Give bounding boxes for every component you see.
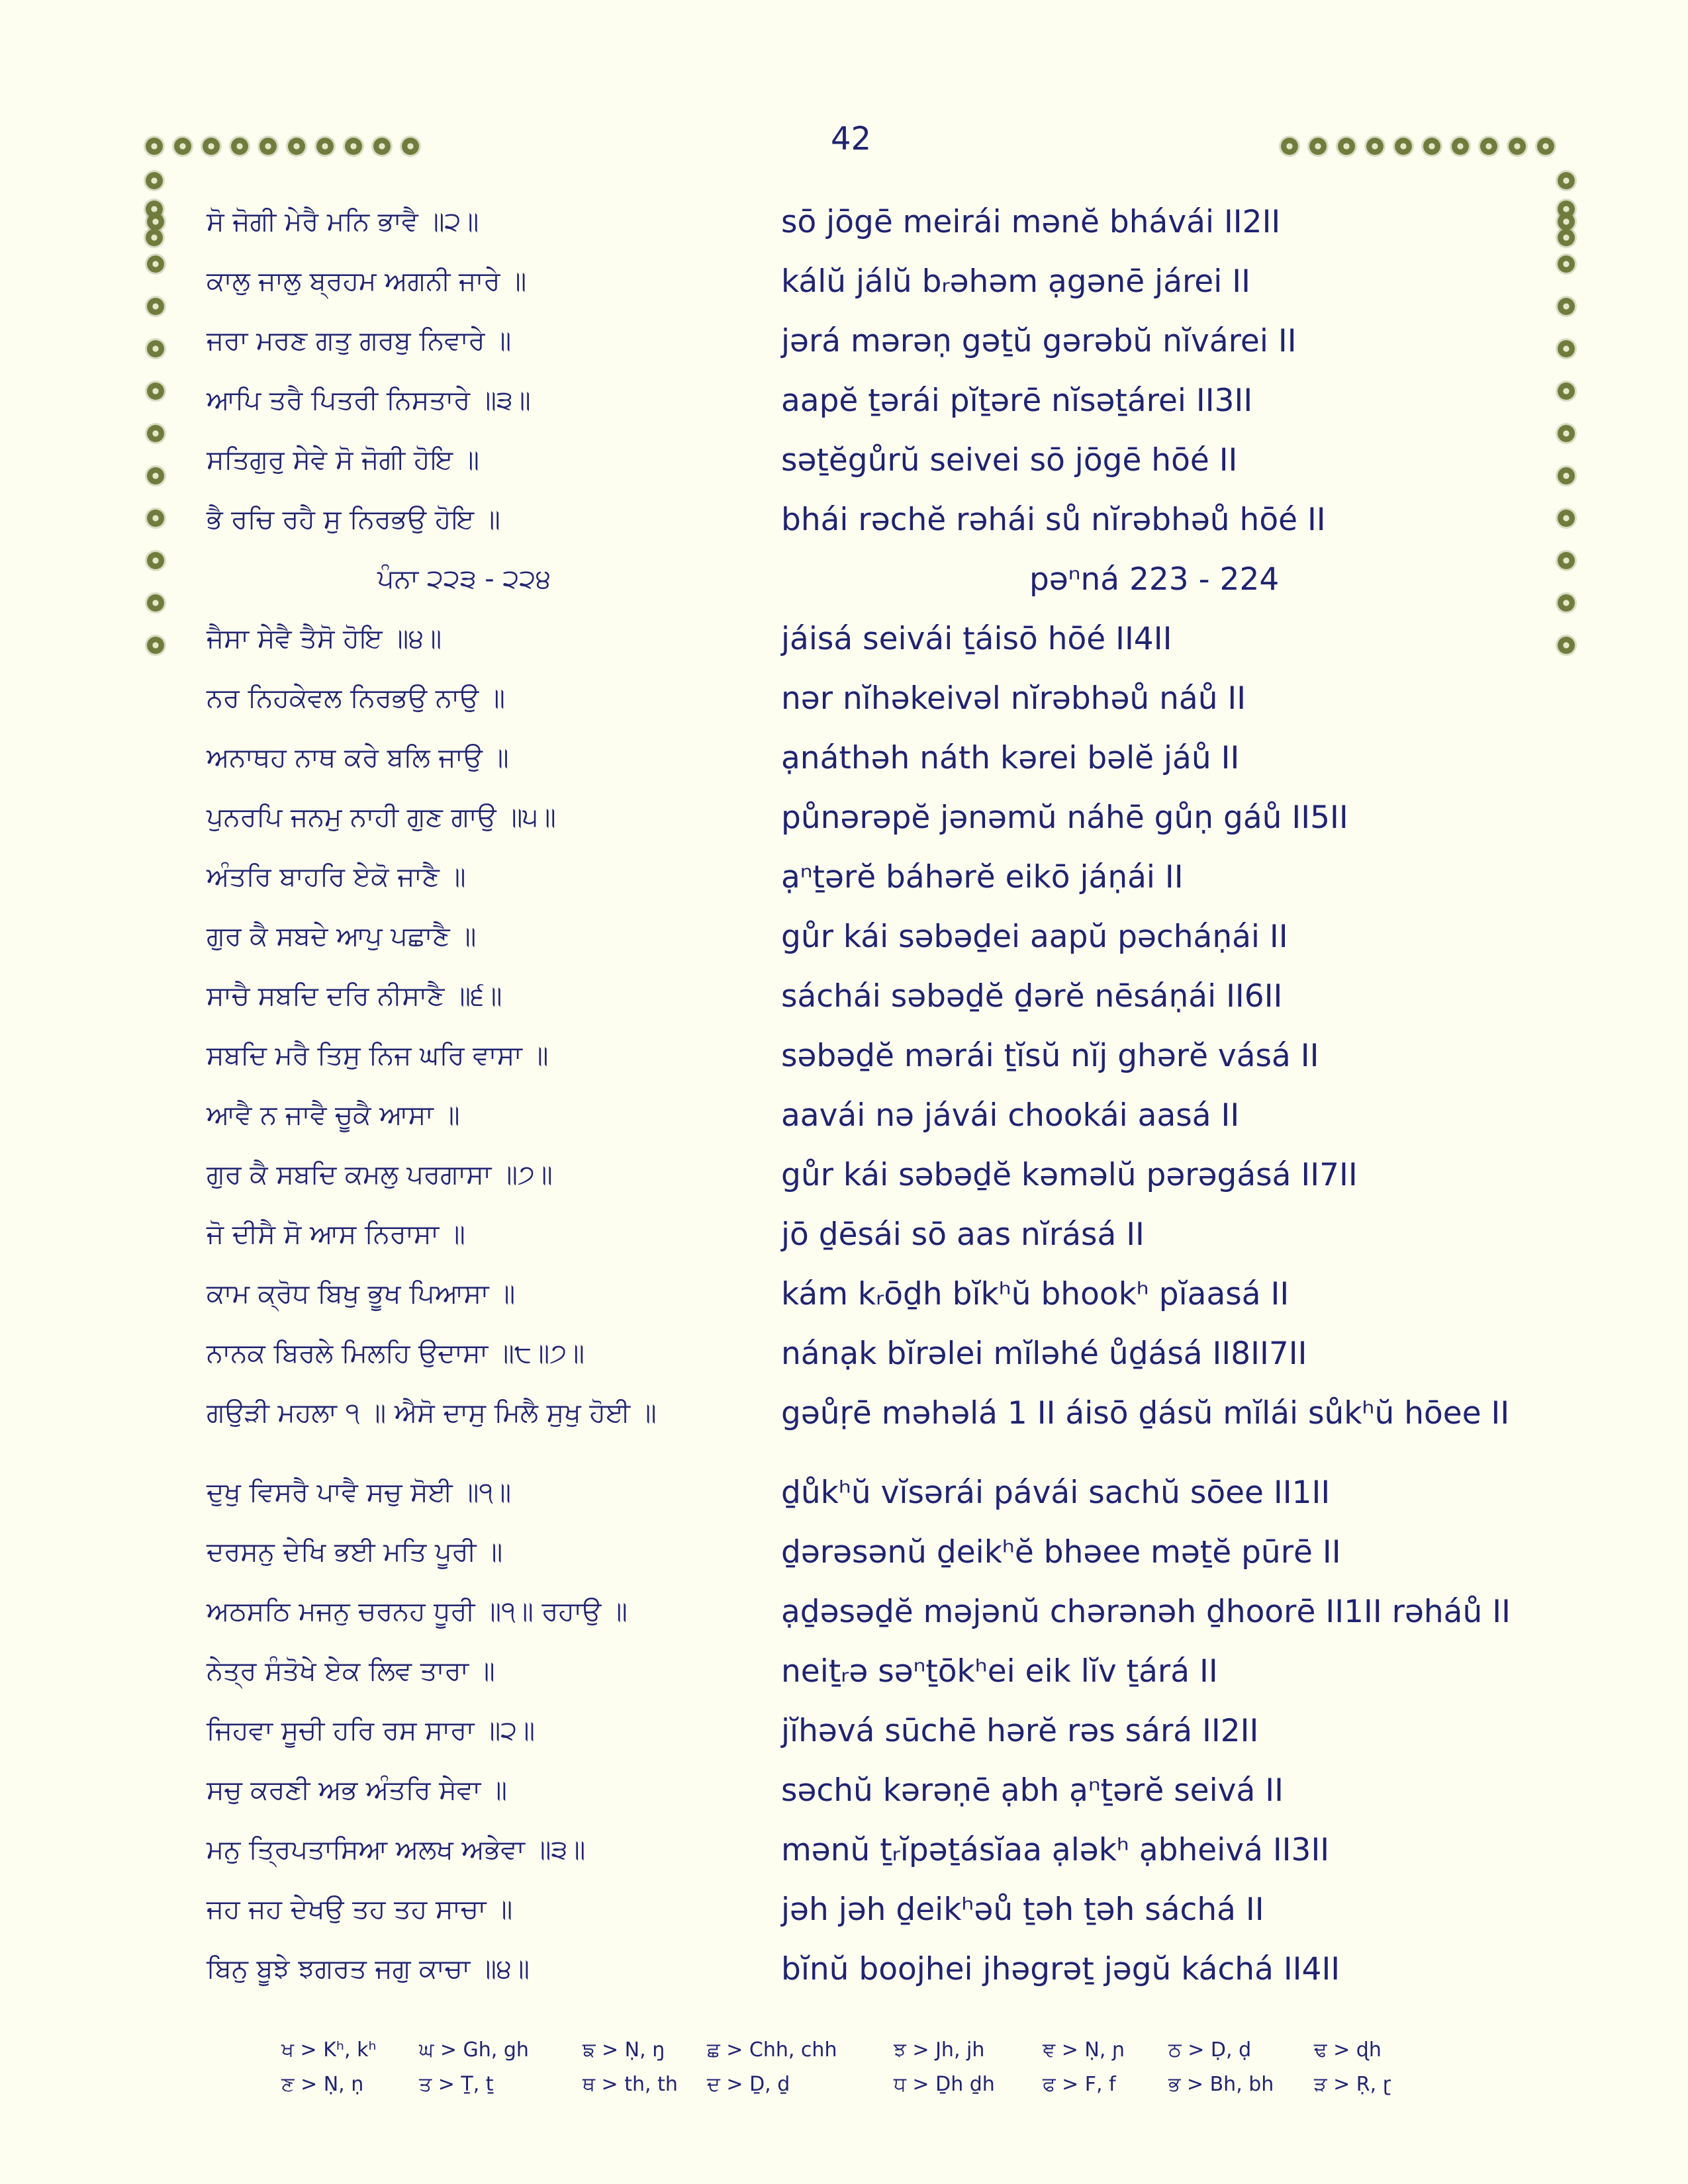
gurmukhi-line: ਨਰ ਨਿਹਕੇਵਲ ਨਿਰਭਉ ਨਾਉ ॥ bbox=[207, 683, 505, 713]
transliteration-line: səbəḏĕ mərái ṯĭsŭ nĭj ghərĕ vásá II bbox=[781, 1038, 1319, 1074]
footer-key-item: ਤ > Ṯ, ṯ bbox=[419, 2073, 494, 2096]
flower-ornament-icon bbox=[147, 425, 164, 442]
transliteration-line: pəⁿná 223 - 224 bbox=[1029, 561, 1280, 598]
flower-ornament-icon bbox=[147, 255, 164, 273]
transliteration-line: ḏərəsənŭ ḏeikʰĕ bhəee məṯĕ pūrē II bbox=[781, 1534, 1341, 1570]
footer-key-item: ਧ > Ḏh ḏh bbox=[894, 2073, 995, 2096]
transliteration-line: səṯĕgůrŭ seivei sō jōgē hōé II bbox=[781, 442, 1238, 478]
gurmukhi-line: ਦਰਸਨੁ ਦੇਖਿ ਭਈ ਮਤਿ ਪੂਰੀ ॥ bbox=[207, 1537, 503, 1567]
footer-key-item: ਙ > Ṇ, ŋ bbox=[583, 2038, 665, 2062]
transliteration-line: jáisá seivái ṯáisō hōé II4II bbox=[781, 621, 1172, 657]
gurmukhi-line: ਆਪਿ ਤਰੈ ਪਿਤਰੀ ਨਿਸਤਾਰੇ ॥੩॥ bbox=[207, 385, 531, 416]
gurmukhi-line: ਗੁਰ ਕੈ ਸਬਦੇ ਆਪੁ ਪਛਾਣੈ ॥ bbox=[207, 921, 477, 952]
flower-ornament-icon bbox=[1480, 138, 1497, 155]
transliteration-line: ạḏəsəḏĕ məjənŭ chərənəh ḏhoorē II1II rəháů II bbox=[781, 1594, 1511, 1630]
gurmukhi-line: ਜਰਾ ਮਰਣ ਗਤੁ ਗਰਬੁ ਨਿਵਾਰੇ ॥ bbox=[207, 326, 512, 356]
footer-key-item: ਞ > Ṇ, ɲ bbox=[1043, 2038, 1125, 2062]
gurmukhi-line: ਕਾਲੁ ਜਾਲੁ ਬ੍ਰਹਮ ਅਗਨੀ ਜਾਰੇ ॥ bbox=[207, 266, 527, 296]
flower-ornament-icon bbox=[147, 552, 164, 569]
gurmukhi-line: ਅੰਤਰਿ ਬਾਹਰਿ ਏਕੋ ਜਾਣੈ ॥ bbox=[207, 862, 466, 892]
gurmukhi-line: ਮਨੁ ਤ੍ਰਿਪਤਾਸਿਆ ਅਲਖ ਅਭੇਵਾ ॥੩॥ bbox=[207, 1835, 586, 1865]
gurmukhi-line: ਸਬਦਿ ਮਰੈ ਤਿਸੁ ਨਿਜ ਘਰਿ ਵਾਸਾ ॥ bbox=[207, 1040, 549, 1071]
flower-ornament-icon bbox=[1423, 138, 1440, 155]
flower-ornament-icon bbox=[1558, 383, 1575, 400]
flower-ornament-icon bbox=[1558, 298, 1575, 315]
footer-key-item: ਠ > Ḍ, ḍ bbox=[1168, 2038, 1252, 2062]
flower-ornament-icon bbox=[1395, 138, 1412, 155]
transliteration-line: půnərəpĕ jənəmŭ náhē gůṇ gáů II5II bbox=[781, 799, 1348, 836]
gurmukhi-line: ਅਨਾਥਹ ਨਾਥ ਕਰੇ ਬਲਿ ਜਾਉ ॥ bbox=[207, 743, 509, 773]
footer-key-item: ਝ > Jh, jh bbox=[894, 2038, 985, 2062]
flower-ornament-icon bbox=[1366, 138, 1383, 155]
gurmukhi-line: ਨਾਨਕ ਬਿਰਲੇ ਮਿਲਹਿ ਉਦਾਸਾ ॥੮॥੭॥ bbox=[207, 1338, 585, 1369]
gurmukhi-line: ਅਠਸਠਿ ਮਜਨੁ ਚਰਨਹ ਧੂਰੀ ॥੧॥ ਰਹਾਉ ॥ bbox=[207, 1596, 628, 1627]
gurmukhi-line: ਨੇਤ੍ਰ ਸੰਤੋਖੇ ਏਕ ਲਿਵ ਤਾਰਾ ॥ bbox=[207, 1656, 495, 1686]
transliteration-line: bhái rəchĕ rəhái sů nĭrəbhəů hōé II bbox=[781, 502, 1326, 538]
gurmukhi-line: ਜਹ ਜਹ ਦੇਖਉ ਤਹ ਤਹ ਸਾਚਾ ॥ bbox=[207, 1894, 513, 1925]
flower-ornament-icon bbox=[146, 172, 163, 189]
transliteration-line: gůr kái səbəḏei aapŭ pəcháṇái II bbox=[781, 919, 1288, 955]
flower-ornament-icon bbox=[147, 467, 164, 484]
flower-ornament-icon bbox=[147, 510, 164, 527]
flower-ornament-icon bbox=[203, 138, 220, 155]
transliteration-line: jəh jəh ḏeikʰəů ṯəh ṯəh sáchá II bbox=[781, 1891, 1264, 1928]
gurmukhi-line: ਜਿਹਵਾ ਸੂਚੀ ਹਰਿ ਰਸ ਸਾਰਾ ॥੨॥ bbox=[207, 1715, 536, 1746]
footer-key-item: ਢ > ɖh bbox=[1314, 2038, 1382, 2062]
flower-ornament-icon bbox=[1338, 138, 1355, 155]
gurmukhi-line: ਭੈ ਰਚਿ ਰਹੈ ਸੁ ਨਿਰਭਉ ਹੋਇ ॥ bbox=[207, 504, 500, 535]
flower-ornament-icon bbox=[147, 637, 164, 654]
flower-ornament-icon bbox=[1452, 138, 1469, 155]
transliteration-line: aavái nə jávái chookái aasá II bbox=[781, 1097, 1240, 1134]
transliteration-line: sō jōgē meirái mənĕ bhávái II2II bbox=[781, 204, 1281, 240]
flower-ornament-icon bbox=[1309, 138, 1327, 155]
transliteration-line: səchŭ kərəṇē ạbh ạⁿṯərĕ seivá II bbox=[781, 1772, 1284, 1809]
flower-ornament-icon bbox=[259, 138, 277, 155]
flower-ornament-icon bbox=[147, 594, 164, 612]
footer-key-item: ਣ > Ṇ, ṇ bbox=[281, 2073, 364, 2096]
flower-ornament-icon bbox=[174, 138, 191, 155]
footer-key-item: ਦ > Ḏ, ḏ bbox=[707, 2073, 790, 2096]
flower-ornament-icon bbox=[147, 383, 164, 400]
flower-ornament-icon bbox=[402, 138, 419, 155]
gurmukhi-line: ਦੁਖੁ ਵਿਸਰੈ ਪਾਵੈ ਸਚੁ ਸੋਈ ॥੧॥ bbox=[207, 1477, 512, 1508]
transliteration-line: ḏůkʰŭ vĭsərái pávái sachŭ sōee II1II bbox=[781, 1475, 1331, 1511]
flower-ornament-icon bbox=[1558, 594, 1575, 612]
gurmukhi-line: ਆਵੈ ਨ ਜਾਵੈ ਚੂਕੈ ਆਸਾ ॥ bbox=[207, 1100, 460, 1130]
transliteration-line: mənŭ ṯᵣĭpəṯásĭaa ạləkʰ ạbheivá II3II bbox=[781, 1832, 1330, 1868]
flower-ornament-icon bbox=[345, 138, 362, 155]
transliteration-line: bĭnŭ boojhei jhəgrəṯ jəgŭ káchá II4II bbox=[781, 1951, 1340, 1987]
gurmukhi-line: ਜੋ ਦੀਸੈ ਸੋ ਆਸ ਨਿਰਾਸਾ ॥ bbox=[207, 1219, 465, 1250]
flower-ornament-icon bbox=[1558, 213, 1575, 230]
flower-ornament-icon bbox=[1558, 340, 1575, 357]
footer-key-item: ਛ > Chh, chh bbox=[707, 2038, 837, 2062]
gurmukhi-line: ਸਚੁ ਕਰਣੀ ਅਭ ਅੰਤਰਿ ਸੇਵਾ ॥ bbox=[207, 1775, 508, 1805]
gurmukhi-line: ਕਾਮ ਕ੍ਰੋਧ ਬਿਖੁ ਭੂਖ ਪਿਆਸਾ ॥ bbox=[207, 1279, 516, 1309]
flower-ornament-icon bbox=[147, 340, 164, 357]
flower-ornament-icon bbox=[1558, 172, 1575, 189]
gurmukhi-line: ਬਿਨੁ ਬੂਝੇ ਝਗਰਤ ਜਗੁ ਕਾਚਾ ॥੪॥ bbox=[207, 1954, 530, 1984]
flower-ornament-icon bbox=[1558, 552, 1575, 569]
footer-key-item: ਫ > F, f bbox=[1043, 2073, 1116, 2096]
page-number: 42 bbox=[831, 120, 872, 158]
flower-ornament-icon bbox=[1537, 138, 1554, 155]
transliteration-line: nánạk bĭrəlei mĭləhé ůḏásá II8II7II bbox=[781, 1336, 1307, 1372]
footer-key-item: ਘ > Gh, gh bbox=[419, 2038, 529, 2062]
footer-key-item: ਖ > Kʰ, kʰ bbox=[281, 2038, 377, 2062]
gurmukhi-line: ਸਤਿਗੁਰੁ ਸੇਵੇ ਸੋ ਜੋਗੀ ਹੋਇ ॥ bbox=[207, 445, 479, 475]
flower-ornament-icon bbox=[1509, 138, 1526, 155]
flower-ornament-icon bbox=[1558, 255, 1575, 273]
flower-ornament-icon bbox=[316, 138, 334, 155]
flower-ornament-icon bbox=[1558, 425, 1575, 442]
transliteration-line: nər nĭhəkeivəl nĭrəbhəů náů II bbox=[781, 680, 1246, 717]
gurmukhi-line: ਸਾਚੈ ਸਬਦਿ ਦਰਿ ਨੀਸਾਣੈ ॥੬॥ bbox=[207, 981, 502, 1011]
gurmukhi-line: ਗੁਰ ਕੈ ਸਬਦਿ ਕਮਲੁ ਪਰਗਾਸਾ ॥੭॥ bbox=[207, 1160, 553, 1190]
transliteration-line: kálŭ jálŭ bᵣəhəm ạgənē járei II bbox=[781, 263, 1250, 300]
flower-ornament-icon bbox=[373, 138, 391, 155]
transliteration-line: neiṯᵣə səⁿṯōkʰei eik lĭv ṯárá II bbox=[781, 1653, 1218, 1690]
flower-ornament-icon bbox=[1558, 229, 1575, 246]
flower-ornament-icon bbox=[231, 138, 248, 155]
transliteration-line: gůr kái səbəḏĕ kəməlŭ pərəgásá II7II bbox=[781, 1157, 1358, 1193]
transliteration-line: kám kᵣōḏh bĭkʰŭ bhookʰ pĭaasá II bbox=[781, 1276, 1289, 1312]
transliteration-line: sáchái səbəḏĕ ḏərĕ nēsáṇái II6II bbox=[781, 978, 1283, 1015]
footer-key-item: ੜ > Ṛ, ɽ bbox=[1314, 2073, 1391, 2096]
flower-ornament-icon bbox=[288, 138, 305, 155]
transliteration-line: jĭhəvá sūchē hərĕ rəs sárá II2II bbox=[781, 1713, 1259, 1749]
flower-ornament-icon bbox=[1558, 467, 1575, 484]
gurmukhi-line: ਗਉੜੀ ਮਹਲਾ ੧ ॥ ਐਸੋ ਦਾਸੁ ਮਿਲੈ ਸੁਖੁ ਹੋਈ ॥ bbox=[207, 1398, 657, 1428]
transliteration-line: ạnáthəh náth kərei bəlĕ jáů II bbox=[781, 740, 1240, 776]
flower-ornament-icon bbox=[146, 138, 163, 155]
flower-ornament-icon bbox=[147, 298, 164, 315]
transliteration-line: aapĕ ṯərái pĭṯərē nĭsəṯárei II3II bbox=[781, 383, 1253, 419]
footer-key-item: ਭ > Bh, bh bbox=[1168, 2073, 1274, 2096]
flower-ornament-icon bbox=[147, 213, 164, 230]
transliteration-line: jərá mərəṇ gəṯŭ gərəbŭ nĭvárei II bbox=[781, 323, 1297, 359]
flower-ornament-icon bbox=[1558, 637, 1575, 654]
flower-ornament-icon bbox=[1281, 138, 1298, 155]
transliteration-line: ạⁿṯərĕ báhərĕ eikō jáṇái II bbox=[781, 859, 1184, 895]
gurmukhi-line: ਪੰਨਾ ੨੨੩ - ੨੨੪ bbox=[377, 564, 551, 594]
gurmukhi-line: ਜੈਸਾ ਸੇਵੈ ਤੈਸੋ ਹੋਇ ॥੪॥ bbox=[207, 623, 442, 654]
gurmukhi-line: ਸੋ ਜੋਗੀ ਮੇਰੈ ਮਨਿ ਭਾਵੈ ॥੨॥ bbox=[207, 206, 479, 237]
flower-ornament-icon bbox=[146, 229, 163, 246]
transliteration-line: gəůṛē məhəlá 1 II áisō ḏásŭ mĭlái sůkʰŭ hōee II bbox=[781, 1395, 1510, 1432]
transliteration-line: jō ḏēsái sō aas nĭrásá II bbox=[781, 1216, 1145, 1253]
flower-ornament-icon bbox=[1558, 510, 1575, 527]
gurmukhi-line: ਪੁਨਰਪਿ ਜਨਮੁ ਨਾਹੀ ਗੁਣ ਗਾਉ ॥੫॥ bbox=[207, 802, 556, 833]
footer-key-item: ਥ > th, th bbox=[583, 2073, 678, 2096]
